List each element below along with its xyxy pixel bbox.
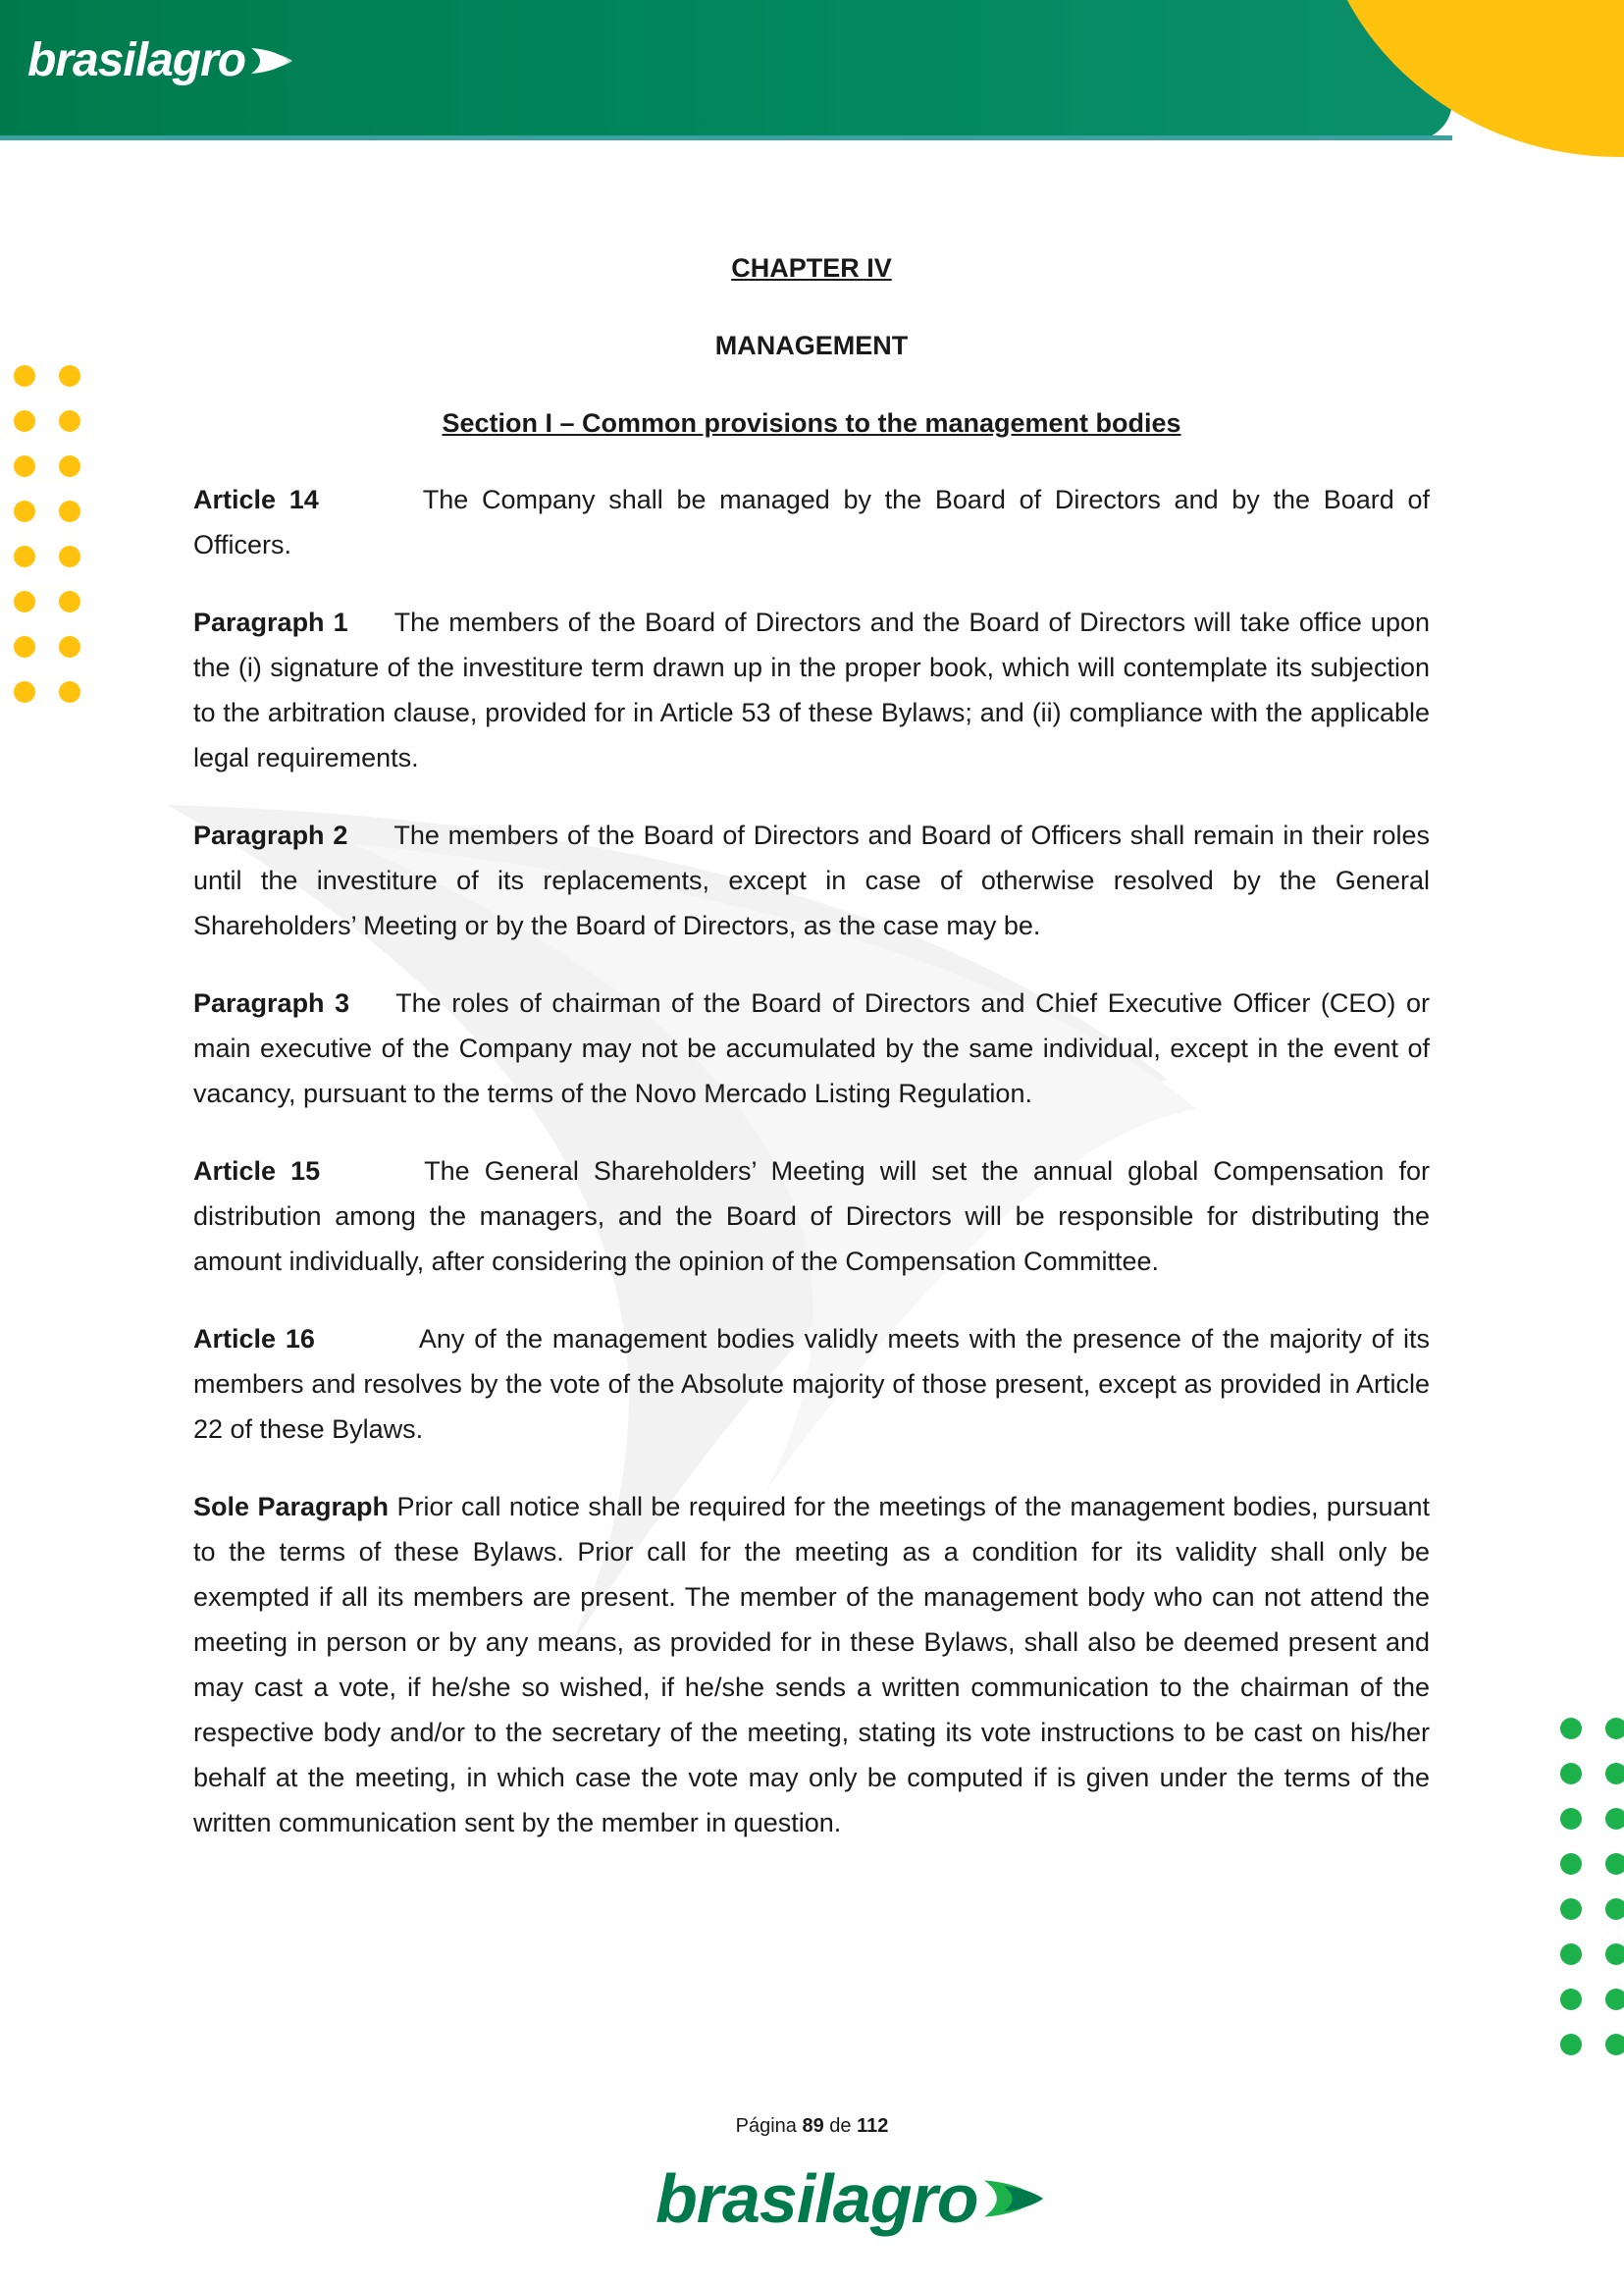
paragraph-text: The members of the Board of Directors and the Board of Directors will take office upon the (i) signature of the investiture term drawn up in the proper book, which will contemplate its subjection to the arbitration clause, provided for in Article 53 of these Bylaws; and (ii) compliance with the applicable legal requirements. bbox=[193, 608, 1430, 772]
article-text: Any of the management bodies validly meets with the presence of the majority of its members and resolves by the vote of the Absolute majority of those present, except as provided in Article 22 of these Bylaws. bbox=[193, 1324, 1430, 1444]
paragraph-1 bbox=[193, 600, 1430, 780]
document-body bbox=[193, 245, 1430, 1878]
article-text: The General Shareholders’ Meeting will set the annual global Compensation for distribution among the managers, and the Board of Directors will be responsible for distributing the amount individually, after considering the opinion of the Compensation Committee. bbox=[193, 1156, 1430, 1276]
sole-paragraph-label: Sole Paragraph bbox=[193, 1492, 390, 1521]
page-number bbox=[0, 2115, 1624, 2138]
total-pages: 112 bbox=[857, 2115, 889, 2137]
logo-swoosh-icon bbox=[981, 2174, 1046, 2223]
article-14 bbox=[193, 477, 1430, 567]
management-heading: MANAGEMENT bbox=[714, 331, 909, 360]
decorative-green-dots bbox=[1560, 1718, 1624, 2055]
article-label: Article 16 bbox=[193, 1324, 315, 1354]
of-word: de bbox=[829, 2115, 852, 2137]
paragraph-text: The roles of chairman of the Board of Directors and Chief Executive Officer (CEO) or main executive of the Company may not be accumulated by the same individual, except in the event of vacancy, pursuant to the terms of the Novo Mercado Listing Regulation. bbox=[193, 988, 1430, 1108]
header-logo bbox=[27, 33, 294, 87]
footer-logo-text: brasilagro bbox=[655, 2160, 978, 2237]
article-label: Article 15 bbox=[193, 1156, 321, 1186]
paragraph-2 bbox=[193, 813, 1430, 948]
article-15 bbox=[193, 1148, 1430, 1284]
decorative-yellow-dots bbox=[14, 365, 80, 703]
header-divider-line bbox=[0, 135, 1452, 140]
chapter-heading: CHAPTER IV bbox=[731, 253, 892, 283]
paragraph-label: Paragraph 3 bbox=[193, 988, 350, 1018]
paragraph-3 bbox=[193, 981, 1430, 1116]
sole-paragraph bbox=[193, 1484, 1430, 1845]
paragraph-text: The members of the Board of Directors and Board of Officers shall remain in their roles until the investiture of its replacements, except in case of otherwise resolved by the General Shareholders’ Meeting or by the Board of Directors, as the case may be. bbox=[193, 821, 1430, 940]
paragraph-label: Paragraph 1 bbox=[193, 608, 348, 637]
header-logo-text: brasilagro bbox=[27, 34, 246, 86]
sole-paragraph-text: Prior call notice shall be required for the meetings of the management bodies, pursuant to the terms of these Bylaws. Prior call for the meeting as a condition for its validity shall only be exempted if all its members are present. The member of the management body who can not attend the meeting in person or by any means, as provided for in these Bylaws, shall also be deemed present and may cast a vote, if he/she so wished, if he/she sends a written communication to the chairman of the respective body and/or to the secretary of the meeting, stating its vote instructions to be cast on his/her behalf at the meeting, in which case the vote may only be computed if is given under the terms of the written communication sent by the member in question. bbox=[193, 1492, 1430, 1837]
article-text: The Company shall be managed by the Board of Directors and by the Board of Officers. bbox=[193, 485, 1430, 559]
current-page: 89 bbox=[802, 2115, 824, 2137]
article-label: Article 14 bbox=[193, 485, 319, 514]
paragraph-label: Paragraph 2 bbox=[193, 821, 348, 850]
footer-logo bbox=[655, 2159, 1046, 2238]
page-word: Página bbox=[735, 2115, 797, 2137]
article-16 bbox=[193, 1316, 1430, 1452]
section-heading: Section I – Common provisions to the management bodies bbox=[442, 408, 1181, 438]
logo-swoosh-icon bbox=[249, 44, 294, 78]
